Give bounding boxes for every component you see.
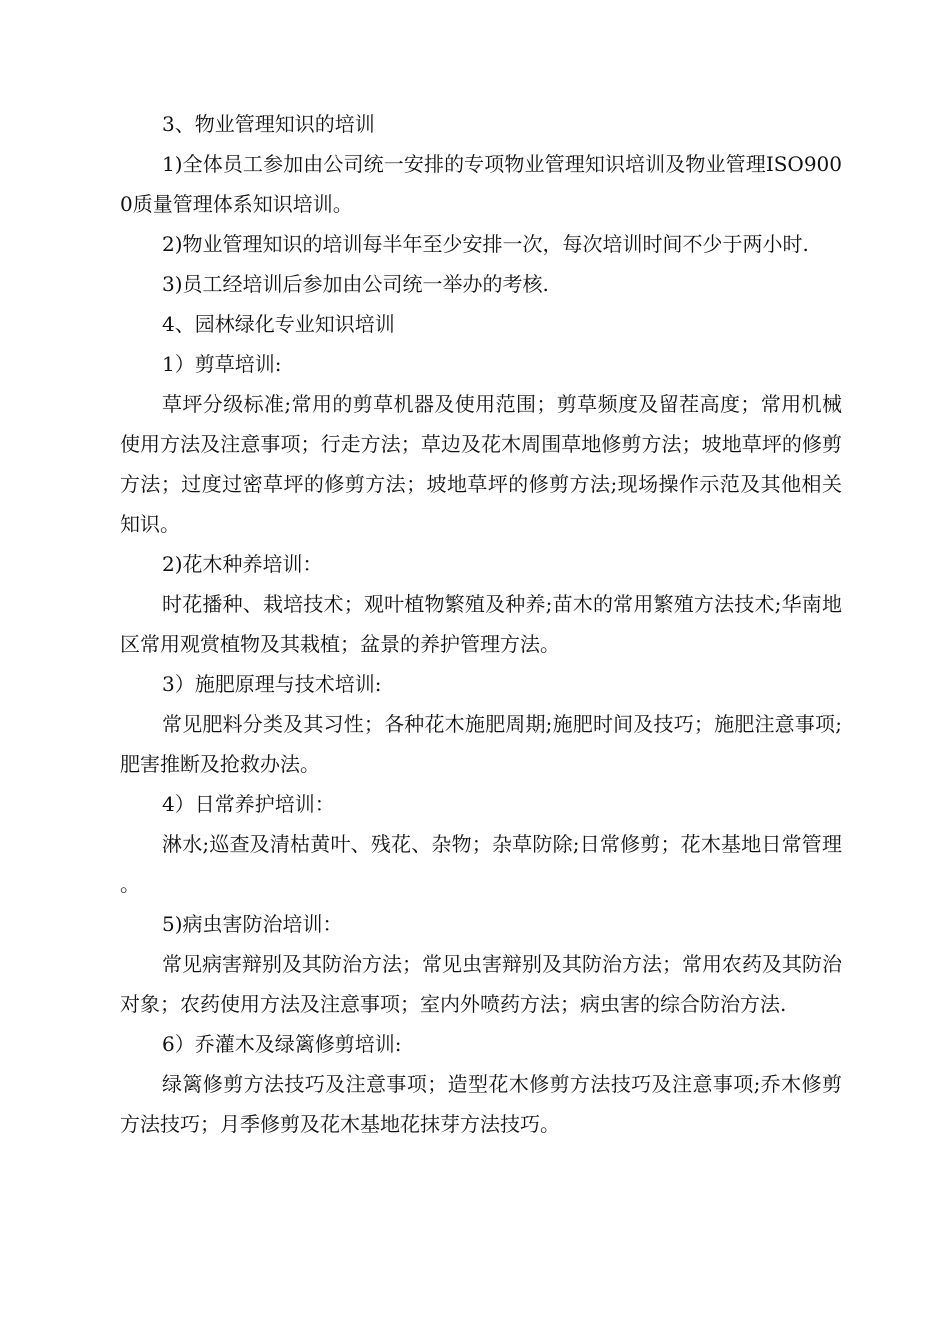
subheading-pest-control: 5)病虫害防治培训： [162,912,343,936]
section-heading-property-management: 3、物业管理知识的培训 [162,112,375,136]
subheading-mowing: 1）剪草培训: [162,352,282,376]
paragraph-mowing: 草坪分级标准;常用的剪草机器及使用范围；剪草频度及留茬高度；常用机械使用方法及注意事项；行走方法；草边及花木周围草地修剪方法；坡地草坪的修剪方法；过度过密草坪的修剪方法；坡地草坪的修剪方法;现场操作示范及其他相关知识。 [120,392,842,536]
paragraph-assessment: 3)员工经培训后参加由公司统一举办的考核. [162,272,549,296]
subheading-daily-care: 4）日常养护培训： [162,792,335,816]
paragraph-fertilizing: 常见肥料分类及其习性；各种花木施肥周期;施肥时间及技巧；施肥注意事项;肥害推断及抢救办法。 [120,712,842,776]
subheading-planting: 2)花木种养培训： [162,552,323,576]
subheading-pruning: 6）乔灌木及绿篱修剪培训: [162,1032,402,1056]
paragraph-pest-control: 常见病害辩别及其防治方法；常见虫害辩别及其防治方法；常用农药及其防治对象；农药使用方法及注意事项；室内外喷药方法；病虫害的综合防治方法. [120,952,842,1016]
paragraph-training-frequency: 2)物业管理知识的培训每半年至少安排一次，每次培训时间不少于两小时. [162,232,809,256]
paragraph-daily-care: 淋水;巡查及清枯黄叶、残花、杂物；杂草防除;日常修剪；花木基地日常管理。 [120,832,842,896]
paragraph-planting: 时花播种、栽培技术；观叶植物繁殖及种养;苗木的常用繁殖方法技术;华南地区常用观赏植物及其栽植；盆景的养护管理方法。 [120,592,842,656]
subheading-fertilizing: 3）施肥原理与技术培训: [162,672,382,696]
document-page [120,104,842,1144]
section-heading-landscaping: 4、园林绿化专业知识培训 [162,312,395,336]
paragraph-pruning: 绿篱修剪方法技巧及注意事项；造型花木修剪方法技巧及注意事项;乔木修剪方法技巧；月季修剪及花木基地花抹芽方法技巧。 [120,1072,842,1136]
paragraph-all-staff-training: 1)全体员工参加由公司统一安排的专项物业管理知识培训及物业管理ISO9000质量管理体系知识培训。 [120,152,842,216]
